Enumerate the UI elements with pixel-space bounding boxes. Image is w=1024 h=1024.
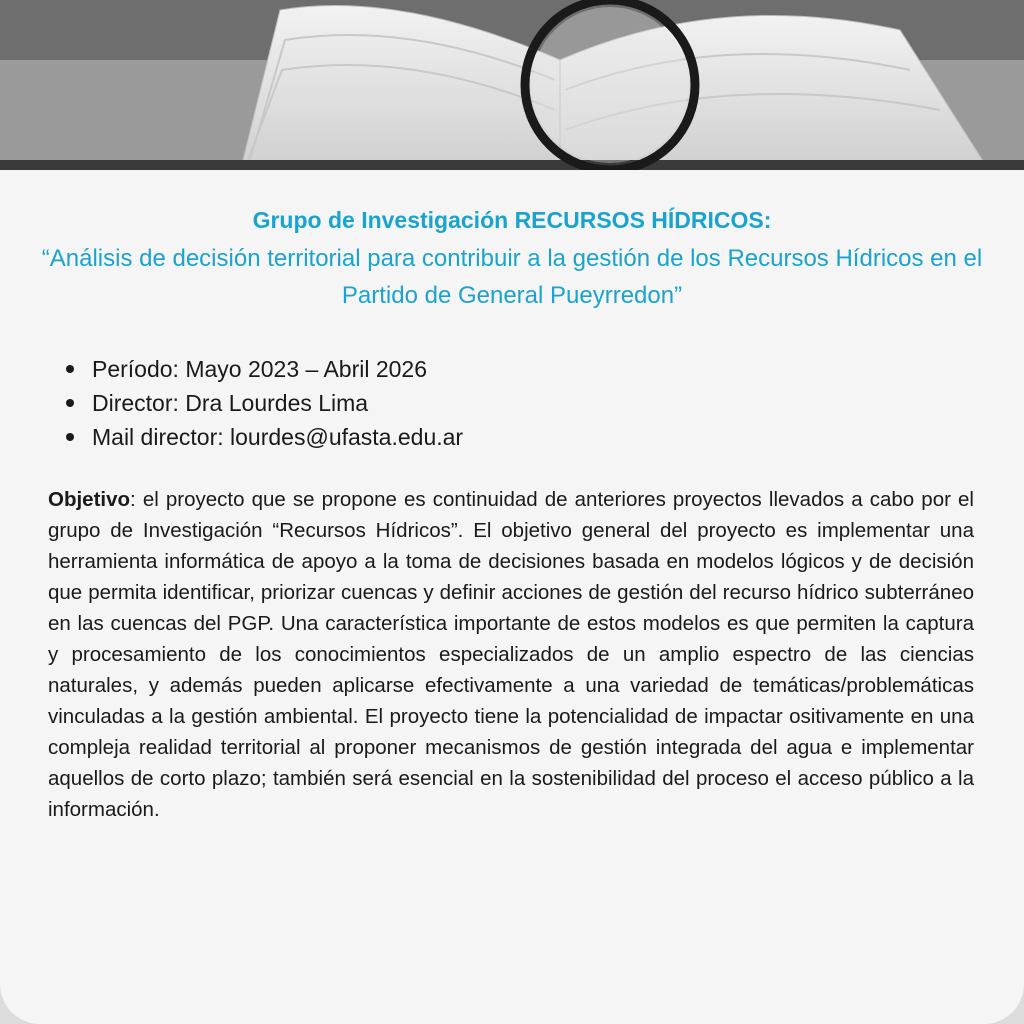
period-text: Período: Mayo 2023 – Abril 2026 bbox=[92, 356, 428, 382]
list-item bbox=[66, 352, 463, 386]
objective-text: : el proyecto que se propone es continuidad de anteriores proyectos llevados a cabo por el grupo de Investigación “Recursos Hídricos”. El objetivo general del proyecto es implementar una herramienta informática de apoyo a la toma de decisiones basada en modelos lógicos y de decisión que permita identificar, priorizar cuencas y definir acciones de gestión del recurso hídrico subterráneo en las cuencas del PGP. Una característica importante de estos modelos es que permiten la captura y procesamiento de los conocimientos especializados de un amplio espectro de las ciencias naturales, y además pueden aplicarse efectivamente a una variedad de temáticas/problemáticas vinculadas a la gestión ambiental. El proyecto tiene la potencialidad de impactar ositivamente en una compleja realidad territorial al proponer mecanismos de gestión integrada del agua e implementar aquellos de corto plazo; también será esencial en la sostenibilidad del proceso el acceso público a la información. bbox=[48, 488, 974, 821]
info-list bbox=[66, 352, 463, 454]
bullet-icon bbox=[66, 399, 74, 407]
project-subtitle: “Análisis de decisión territorial para contribuir a la gestión de los Recursos Hídricos en el Partido de General Pueyrredon” bbox=[41, 245, 983, 309]
list-item bbox=[66, 420, 463, 454]
list-item bbox=[66, 386, 463, 420]
page-title: Grupo de Investigación RECURSOS HÍDRICOS: bbox=[252, 207, 772, 233]
open-book-magnifier-image bbox=[0, 0, 1024, 172]
objective-paragraph bbox=[48, 484, 974, 825]
header-image bbox=[0, 0, 1024, 172]
bullet-icon bbox=[66, 433, 74, 441]
objective-label: Objetivo bbox=[48, 488, 131, 511]
mail-text: Mail director: lourdes@ufasta.edu.ar bbox=[92, 424, 464, 450]
director-text: Director: Dra Lourdes Lima bbox=[92, 390, 369, 416]
bullet-icon bbox=[66, 365, 74, 373]
